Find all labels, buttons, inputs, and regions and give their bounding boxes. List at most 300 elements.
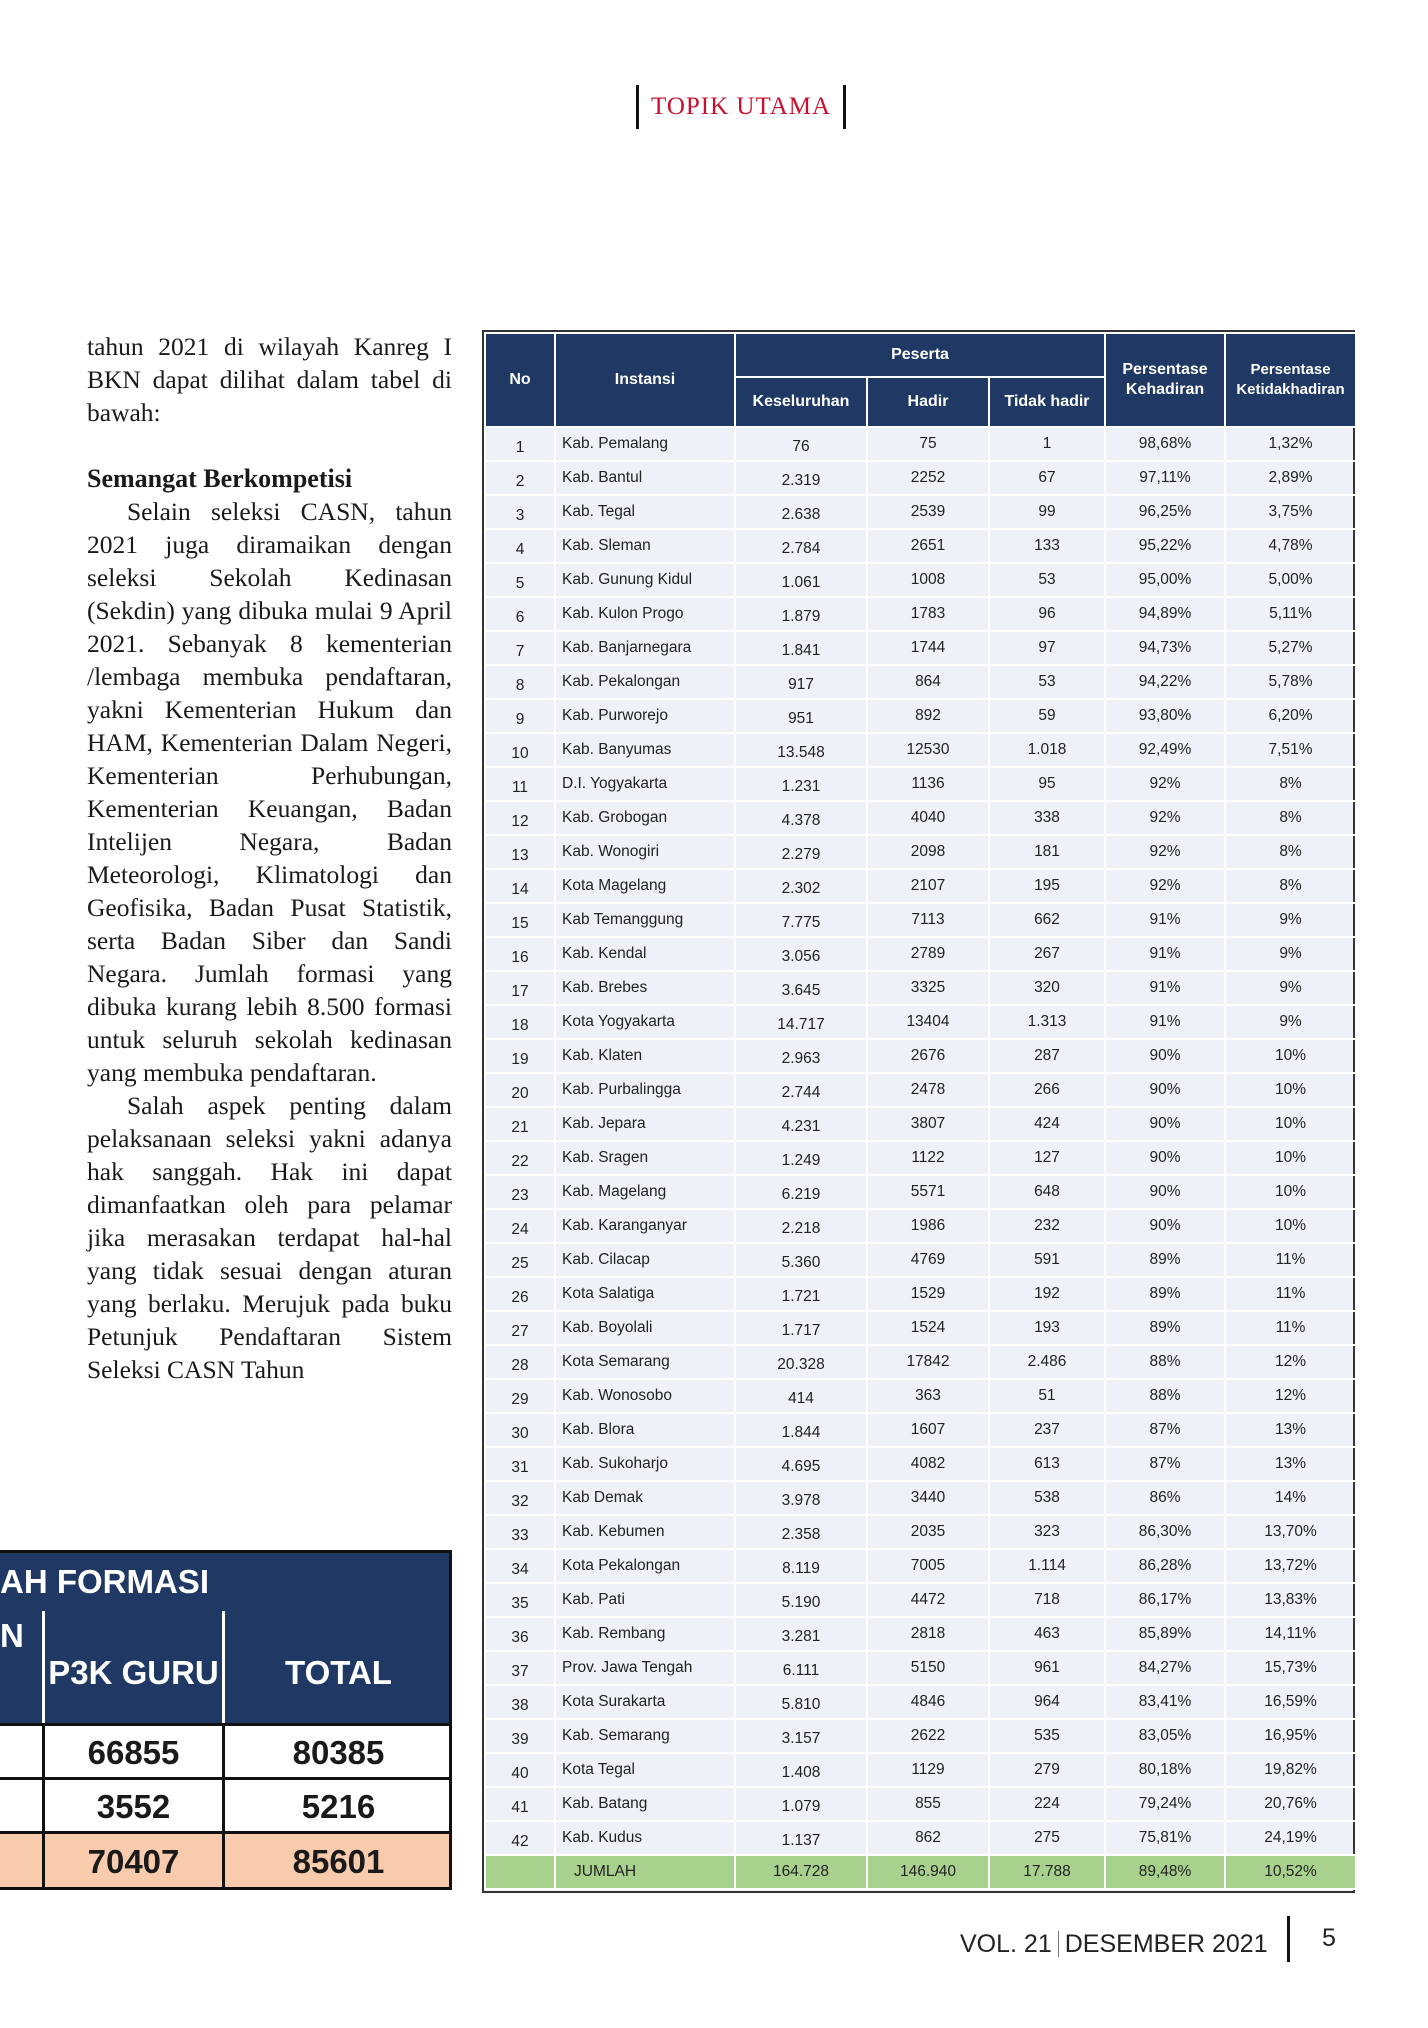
row-pct-tidak: 10% <box>1225 1073 1356 1107</box>
row-no: 6 <box>485 597 555 631</box>
row-pct-tidak: 12% <box>1225 1345 1356 1379</box>
row-hadir: 2622 <box>867 1719 989 1753</box>
row-hadir: 12530 <box>867 733 989 767</box>
row-pct-hadir: 87% <box>1105 1447 1225 1481</box>
row-hadir: 2035 <box>867 1515 989 1549</box>
row-tidak-hadir: 53 <box>989 563 1105 597</box>
row-keseluruhan: 2.358 <box>735 1515 867 1549</box>
row-tidak-hadir: 463 <box>989 1617 1105 1651</box>
section-tag <box>636 85 846 129</box>
table-row <box>485 1107 1356 1141</box>
row-no: 25 <box>485 1243 555 1277</box>
table-row <box>485 1583 1356 1617</box>
row-keseluruhan: 13.548 <box>735 733 867 767</box>
footer-volume: VOL. 21 <box>960 1929 1052 1958</box>
row-pct-hadir: 88% <box>1105 1379 1225 1413</box>
table-row <box>485 1277 1356 1311</box>
row-instansi: Kab. Purworejo <box>555 699 735 733</box>
row-pct-tidak: 8% <box>1225 767 1356 801</box>
row-pct-tidak: 13,72% <box>1225 1549 1356 1583</box>
formasi-p3k-value: 66855 <box>87 1734 180 1771</box>
row-no: 7 <box>485 631 555 665</box>
row-keseluruhan: 20.328 <box>735 1345 867 1379</box>
row-hadir: 864 <box>867 665 989 699</box>
table-row <box>485 1651 1356 1685</box>
table-row <box>485 665 1356 699</box>
header-hadir: Hadir <box>867 377 989 427</box>
row-keseluruhan: 951 <box>735 699 867 733</box>
row-tidak-hadir: 237 <box>989 1413 1105 1447</box>
row-keseluruhan: 1.249 <box>735 1141 867 1175</box>
formasi-col-total: TOTAL <box>285 1654 392 1691</box>
row-no: 15 <box>485 903 555 937</box>
row-pct-hadir: 91% <box>1105 1005 1225 1039</box>
header-persentase-kehadiran: Persentase Kehadiran <box>1105 333 1225 427</box>
row-no: 17 <box>485 971 555 1005</box>
table-row <box>485 1617 1356 1651</box>
row-hadir: 5150 <box>867 1651 989 1685</box>
row-pct-tidak: 15,73% <box>1225 1651 1356 1685</box>
footer-month: DESEMBER 2021 <box>1064 1929 1268 1958</box>
row-hadir: 7005 <box>867 1549 989 1583</box>
row-pct-hadir: 90% <box>1105 1175 1225 1209</box>
row-tidak-hadir: 99 <box>989 495 1105 529</box>
row-keseluruhan: 2.638 <box>735 495 867 529</box>
row-keseluruhan: 1.721 <box>735 1277 867 1311</box>
row-instansi: Kab. Wonosobo <box>555 1379 735 1413</box>
row-keseluruhan: 8.119 <box>735 1549 867 1583</box>
table-row <box>485 1243 1356 1277</box>
row-hadir: 2539 <box>867 495 989 529</box>
table-row <box>485 1821 1356 1855</box>
row-no: 2 <box>485 461 555 495</box>
row-no: 34 <box>485 1549 555 1583</box>
row-instansi: Kab. Pekalongan <box>555 665 735 699</box>
row-tidak-hadir: 535 <box>989 1719 1105 1753</box>
body-column <box>87 330 452 1386</box>
formasi-total-value: 5216 <box>301 1788 376 1825</box>
row-instansi: Kab. Magelang <box>555 1175 735 1209</box>
total-no <box>485 1855 555 1889</box>
row-keseluruhan: 5.360 <box>735 1243 867 1277</box>
row-pct-hadir: 86,17% <box>1105 1583 1225 1617</box>
row-keseluruhan: 2.784 <box>735 529 867 563</box>
row-pct-hadir: 92% <box>1105 869 1225 903</box>
row-hadir: 2789 <box>867 937 989 971</box>
row-pct-hadir: 94,89% <box>1105 597 1225 631</box>
row-instansi: Kab. Wonogiri <box>555 835 735 869</box>
row-pct-tidak: 9% <box>1225 903 1356 937</box>
row-instansi: Kab. Tegal <box>555 495 735 529</box>
row-pct-tidak: 24,19% <box>1225 1821 1356 1855</box>
row-hadir: 4082 <box>867 1447 989 1481</box>
row-hadir: 1008 <box>867 563 989 597</box>
row-instansi: Kab. Jepara <box>555 1107 735 1141</box>
row-tidak-hadir: 424 <box>989 1107 1105 1141</box>
row-tidak-hadir: 287 <box>989 1039 1105 1073</box>
table-row <box>485 1379 1356 1413</box>
row-no: 5 <box>485 563 555 597</box>
row-keseluruhan: 4.231 <box>735 1107 867 1141</box>
row-hadir: 4846 <box>867 1685 989 1719</box>
row-tidak-hadir: 224 <box>989 1787 1105 1821</box>
footer-bar <box>1287 1916 1290 1962</box>
row-hadir: 3440 <box>867 1481 989 1515</box>
row-keseluruhan: 4.378 <box>735 801 867 835</box>
total-keseluruhan: 164.728 <box>735 1855 867 1889</box>
row-keseluruhan: 414 <box>735 1379 867 1413</box>
row-instansi: Kab. Pati <box>555 1583 735 1617</box>
row-tidak-hadir: 613 <box>989 1447 1105 1481</box>
row-tidak-hadir: 192 <box>989 1277 1105 1311</box>
row-no: 19 <box>485 1039 555 1073</box>
row-hadir: 4769 <box>867 1243 989 1277</box>
row-hadir: 1524 <box>867 1311 989 1345</box>
row-hadir: 17842 <box>867 1345 989 1379</box>
row-instansi: Kota Surakarta <box>555 1685 735 1719</box>
formasi-data-divider <box>42 1723 45 1890</box>
table-row <box>485 529 1356 563</box>
row-keseluruhan: 1.231 <box>735 767 867 801</box>
row-instansi: Kab Temanggung <box>555 903 735 937</box>
row-no: 38 <box>485 1685 555 1719</box>
row-no: 20 <box>485 1073 555 1107</box>
row-instansi: Kab. Bantul <box>555 461 735 495</box>
footer-separator <box>1058 1931 1059 1957</box>
row-pct-hadir: 90% <box>1105 1039 1225 1073</box>
table-row <box>485 1005 1356 1039</box>
table-row <box>485 1073 1356 1107</box>
row-pct-hadir: 95,22% <box>1105 529 1225 563</box>
row-pct-hadir: 83,05% <box>1105 1719 1225 1753</box>
row-no: 16 <box>485 937 555 971</box>
row-hadir: 75 <box>867 427 989 461</box>
table-row <box>485 1345 1356 1379</box>
row-no: 31 <box>485 1447 555 1481</box>
row-instansi: Kab. Sleman <box>555 529 735 563</box>
row-tidak-hadir: 718 <box>989 1583 1105 1617</box>
row-tidak-hadir: 51 <box>989 1379 1105 1413</box>
row-keseluruhan: 917 <box>735 665 867 699</box>
row-instansi: Kab. Kebumen <box>555 1515 735 1549</box>
total-pct-tidak: 10,52% <box>1225 1855 1356 1889</box>
row-instansi: Kab. Boyolali <box>555 1311 735 1345</box>
row-pct-hadir: 92,49% <box>1105 733 1225 767</box>
formasi-data-divider <box>222 1723 225 1890</box>
row-tidak-hadir: 961 <box>989 1651 1105 1685</box>
row-hadir: 1744 <box>867 631 989 665</box>
row-pct-hadir: 92% <box>1105 835 1225 869</box>
row-tidak-hadir: 195 <box>989 869 1105 903</box>
row-tidak-hadir: 267 <box>989 937 1105 971</box>
row-pct-hadir: 91% <box>1105 971 1225 1005</box>
row-tidak-hadir: 1.114 <box>989 1549 1105 1583</box>
row-hadir: 2098 <box>867 835 989 869</box>
table-row <box>485 1141 1356 1175</box>
row-tidak-hadir: 232 <box>989 1209 1105 1243</box>
row-pct-hadir: 90% <box>1105 1107 1225 1141</box>
row-keseluruhan: 2.963 <box>735 1039 867 1073</box>
row-keseluruhan: 2.744 <box>735 1073 867 1107</box>
row-keseluruhan: 1.061 <box>735 563 867 597</box>
row-keseluruhan: 3.978 <box>735 1481 867 1515</box>
row-hadir: 4040 <box>867 801 989 835</box>
row-pct-tidak: 10% <box>1225 1175 1356 1209</box>
formasi-table <box>0 1550 452 1890</box>
row-pct-tidak: 11% <box>1225 1277 1356 1311</box>
row-keseluruhan: 3.281 <box>735 1617 867 1651</box>
row-no: 27 <box>485 1311 555 1345</box>
row-keseluruhan: 6.111 <box>735 1651 867 1685</box>
row-pct-tidak: 14,11% <box>1225 1617 1356 1651</box>
row-instansi: Kab. Gunung Kidul <box>555 563 735 597</box>
row-instansi: Kab. Kulon Progo <box>555 597 735 631</box>
row-no: 14 <box>485 869 555 903</box>
row-hadir: 1783 <box>867 597 989 631</box>
row-pct-hadir: 90% <box>1105 1073 1225 1107</box>
table-row <box>485 801 1356 835</box>
page-number: 5 <box>1322 1924 1336 1952</box>
row-pct-hadir: 94,22% <box>1105 665 1225 699</box>
row-pct-tidak: 9% <box>1225 937 1356 971</box>
row-tidak-hadir: 1.313 <box>989 1005 1105 1039</box>
row-tidak-hadir: 591 <box>989 1243 1105 1277</box>
row-tidak-hadir: 648 <box>989 1175 1105 1209</box>
row-pct-hadir: 88% <box>1105 1345 1225 1379</box>
row-tidak-hadir: 193 <box>989 1311 1105 1345</box>
row-instansi: Kab. Semarang <box>555 1719 735 1753</box>
row-instansi: Kota Magelang <box>555 869 735 903</box>
row-pct-hadir: 89% <box>1105 1311 1225 1345</box>
row-hadir: 363 <box>867 1379 989 1413</box>
row-pct-tidak: 11% <box>1225 1311 1356 1345</box>
row-no: 9 <box>485 699 555 733</box>
row-pct-hadir: 94,73% <box>1105 631 1225 665</box>
row-hadir: 1607 <box>867 1413 989 1447</box>
row-tidak-hadir: 97 <box>989 631 1105 665</box>
row-pct-tidak: 13% <box>1225 1413 1356 1447</box>
header-peserta: Peserta <box>735 333 1105 377</box>
row-pct-hadir: 79,24% <box>1105 1787 1225 1821</box>
table-row <box>485 1209 1356 1243</box>
row-pct-tidak: 10% <box>1225 1141 1356 1175</box>
row-no: 8 <box>485 665 555 699</box>
row-tidak-hadir: 266 <box>989 1073 1105 1107</box>
row-keseluruhan: 5.190 <box>735 1583 867 1617</box>
formasi-title-band <box>0 1553 449 1611</box>
row-hadir: 892 <box>867 699 989 733</box>
row-tidak-hadir: 59 <box>989 699 1105 733</box>
row-pct-tidak: 9% <box>1225 971 1356 1005</box>
row-tidak-hadir: 662 <box>989 903 1105 937</box>
row-hadir: 2676 <box>867 1039 989 1073</box>
table-row <box>485 1039 1356 1073</box>
table-row <box>485 767 1356 801</box>
table-row <box>485 597 1356 631</box>
table-row <box>485 563 1356 597</box>
formasi-p3k-total: 70407 <box>87 1843 180 1880</box>
table-row <box>485 1515 1356 1549</box>
row-hadir: 1129 <box>867 1753 989 1787</box>
row-pct-tidak: 10% <box>1225 1039 1356 1073</box>
row-no: 11 <box>485 767 555 801</box>
table-row <box>485 971 1356 1005</box>
row-pct-tidak: 13% <box>1225 1447 1356 1481</box>
row-keseluruhan: 2.302 <box>735 869 867 903</box>
row-pct-hadir: 91% <box>1105 937 1225 971</box>
header-keseluruhan: Keseluruhan <box>735 377 867 427</box>
row-tidak-hadir: 279 <box>989 1753 1105 1787</box>
table-row <box>485 1685 1356 1719</box>
table-row <box>485 1753 1356 1787</box>
row-keseluruhan: 3.056 <box>735 937 867 971</box>
row-pct-hadir: 80,18% <box>1105 1753 1225 1787</box>
row-no: 10 <box>485 733 555 767</box>
row-no: 21 <box>485 1107 555 1141</box>
row-instansi: Kab. Banjarnegara <box>555 631 735 665</box>
row-tidak-hadir: 320 <box>989 971 1105 1005</box>
row-instansi: Kab. Karanganyar <box>555 1209 735 1243</box>
row-instansi: Kab. Blora <box>555 1413 735 1447</box>
row-hadir: 862 <box>867 1821 989 1855</box>
total-label: JUMLAH <box>555 1855 735 1889</box>
row-tidak-hadir: 96 <box>989 597 1105 631</box>
row-pct-hadir: 85,89% <box>1105 1617 1225 1651</box>
row-no: 41 <box>485 1787 555 1821</box>
row-pct-tidak: 11% <box>1225 1243 1356 1277</box>
row-keseluruhan: 4.695 <box>735 1447 867 1481</box>
table-row <box>485 495 1356 529</box>
row-pct-hadir: 90% <box>1105 1141 1225 1175</box>
row-pct-tidak: 14% <box>1225 1481 1356 1515</box>
row-pct-hadir: 98,68% <box>1105 427 1225 461</box>
row-pct-hadir: 86,30% <box>1105 1515 1225 1549</box>
row-instansi: Kab. Klaten <box>555 1039 735 1073</box>
row-hadir: 2107 <box>867 869 989 903</box>
row-hadir: 2651 <box>867 529 989 563</box>
row-pct-hadir: 96,25% <box>1105 495 1225 529</box>
row-pct-tidak: 13,70% <box>1225 1515 1356 1549</box>
row-hadir: 1529 <box>867 1277 989 1311</box>
table-row <box>485 1549 1356 1583</box>
row-hadir: 5571 <box>867 1175 989 1209</box>
table-row <box>485 1311 1356 1345</box>
row-instansi: Kab. Kendal <box>555 937 735 971</box>
row-instansi: Kab. Grobogan <box>555 801 735 835</box>
row-no: 3 <box>485 495 555 529</box>
attendance-table <box>484 332 1357 1890</box>
total-tidak-hadir: 17.788 <box>989 1855 1105 1889</box>
row-pct-tidak: 12% <box>1225 1379 1356 1413</box>
row-tidak-hadir: 964 <box>989 1685 1105 1719</box>
row-no: 42 <box>485 1821 555 1855</box>
row-keseluruhan: 2.279 <box>735 835 867 869</box>
row-pct-tidak: 10% <box>1225 1209 1356 1243</box>
row-no: 36 <box>485 1617 555 1651</box>
row-hadir: 2478 <box>867 1073 989 1107</box>
row-instansi: Kab. Banyumas <box>555 733 735 767</box>
header-no: No <box>485 333 555 427</box>
row-pct-tidak: 6,20% <box>1225 699 1356 733</box>
row-pct-tidak: 16,59% <box>1225 1685 1356 1719</box>
row-no: 30 <box>485 1413 555 1447</box>
row-pct-hadir: 97,11% <box>1105 461 1225 495</box>
formasi-col-p3k: P3K GURU <box>48 1654 219 1691</box>
row-instansi: Prov. Jawa Tengah <box>555 1651 735 1685</box>
table-row <box>485 1787 1356 1821</box>
row-tidak-hadir: 181 <box>989 835 1105 869</box>
row-pct-tidak: 5,11% <box>1225 597 1356 631</box>
table-row <box>485 835 1356 869</box>
row-keseluruhan: 2.218 <box>735 1209 867 1243</box>
row-no: 39 <box>485 1719 555 1753</box>
row-tidak-hadir: 67 <box>989 461 1105 495</box>
row-instansi: Kota Tegal <box>555 1753 735 1787</box>
row-keseluruhan: 14.717 <box>735 1005 867 1039</box>
row-tidak-hadir: 2.486 <box>989 1345 1105 1379</box>
table-row <box>485 1481 1356 1515</box>
row-no: 40 <box>485 1753 555 1787</box>
row-instansi: Kab. Sukoharjo <box>555 1447 735 1481</box>
row-tidak-hadir: 95 <box>989 767 1105 801</box>
row-instansi: Kab. Kudus <box>555 1821 735 1855</box>
row-instansi: Kab. Sragen <box>555 1141 735 1175</box>
row-keseluruhan: 1.408 <box>735 1753 867 1787</box>
row-pct-tidak: 10% <box>1225 1107 1356 1141</box>
table-row <box>485 461 1356 495</box>
row-pct-tidak: 5,78% <box>1225 665 1356 699</box>
row-tidak-hadir: 323 <box>989 1515 1105 1549</box>
row-pct-tidak: 7,51% <box>1225 733 1356 767</box>
table-row <box>485 427 1356 461</box>
row-pct-tidak: 3,75% <box>1225 495 1356 529</box>
row-hadir: 2818 <box>867 1617 989 1651</box>
row-pct-tidak: 13,83% <box>1225 1583 1356 1617</box>
section-tag-label: TOPIK UTAMA <box>651 93 832 120</box>
row-instansi: Kota Semarang <box>555 1345 735 1379</box>
table-row <box>485 699 1356 733</box>
row-instansi: Kab Demak <box>555 1481 735 1515</box>
row-no: 23 <box>485 1175 555 1209</box>
total-hadir: 146.940 <box>867 1855 989 1889</box>
formasi-col-left: N <box>0 1617 24 1654</box>
intro-paragraph: tahun 2021 di wilayah Kanreg I BKN dapat dilihat dalam tabel di bawah: <box>87 332 452 427</box>
row-pct-tidak: 4,78% <box>1225 529 1356 563</box>
formasi-total-value: 80385 <box>292 1734 385 1771</box>
table-row <box>485 903 1356 937</box>
page-footer <box>960 1924 1336 1964</box>
table-total-row <box>485 1855 1356 1889</box>
row-pct-tidak: 8% <box>1225 869 1356 903</box>
row-keseluruhan: 3.157 <box>735 1719 867 1753</box>
row-hadir: 3807 <box>867 1107 989 1141</box>
row-instansi: Kab. Batang <box>555 1787 735 1821</box>
row-tidak-hadir: 53 <box>989 665 1105 699</box>
table-row <box>485 631 1356 665</box>
row-tidak-hadir: 133 <box>989 529 1105 563</box>
formasi-p3k-value: 3552 <box>96 1788 171 1825</box>
row-keseluruhan: 1.879 <box>735 597 867 631</box>
row-instansi: Kab. Purbalingga <box>555 1073 735 1107</box>
row-no: 33 <box>485 1515 555 1549</box>
row-pct-hadir: 93,80% <box>1105 699 1225 733</box>
row-pct-tidak: 5,27% <box>1225 631 1356 665</box>
row-tidak-hadir: 275 <box>989 1821 1105 1855</box>
row-tidak-hadir: 338 <box>989 801 1105 835</box>
row-pct-hadir: 92% <box>1105 801 1225 835</box>
row-pct-tidak: 9% <box>1225 1005 1356 1039</box>
row-pct-hadir: 92% <box>1105 767 1225 801</box>
